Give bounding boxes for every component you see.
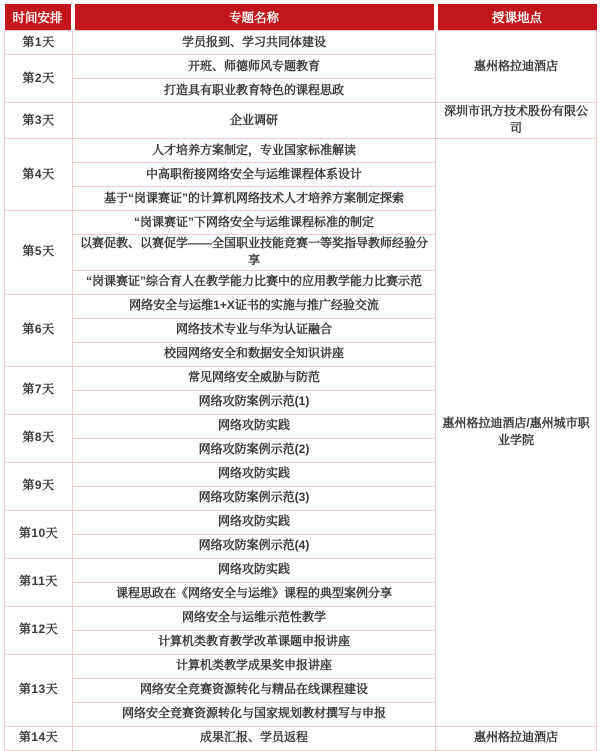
header-row (5, 4, 597, 31)
location-cell: 惠州格拉迪酒店 (436, 31, 597, 103)
table-row (5, 103, 597, 139)
topic-cell: 中高职衔接网络安全与运维课程体系设计 (73, 162, 436, 186)
day-cell: 第10天 (5, 510, 73, 558)
topic-cell: 基于“岗课赛证”的计算机网络技术人才培养方案制定探索 (73, 186, 436, 210)
topic-cell: “岗课赛证”下网络安全与运维课程标准的制定 (73, 210, 436, 234)
header-time-column: 时间安排 (5, 4, 73, 31)
topic-cell: 网络攻防案例示范(3) (73, 486, 436, 510)
day-cell: 第7天 (5, 366, 73, 414)
schedule-table-body (5, 31, 597, 751)
day-cell: 第5天 (5, 210, 73, 294)
day-cell: 第13天 (5, 654, 73, 726)
topic-cell: 计算机类教学成果奖申报讲座 (73, 654, 436, 678)
topic-cell: 网络攻防实践 (73, 414, 436, 438)
topic-cell: 网络攻防案例示范(1) (73, 390, 436, 414)
day-cell: 第14天 (5, 726, 73, 750)
topic-cell: 网络攻防案例示范(4) (73, 534, 436, 558)
topic-cell: 打造具有职业教育特色的课程思政 (73, 79, 436, 103)
topic-cell: 成果汇报、学员返程 (73, 726, 436, 750)
topic-cell: 企业调研 (73, 103, 436, 139)
topic-cell: 网络安全竞赛资源转化与精品在线课程建设 (73, 678, 436, 702)
day-cell: 第2天 (5, 55, 73, 103)
topic-cell: 学员报到、学习共同体建设 (73, 31, 436, 55)
header-location-column: 授课地点 (436, 4, 597, 31)
topic-cell: 以赛促教、以赛促学——全国职业技能竞赛一等奖指导教师经验分享 (73, 234, 436, 270)
location-cell: 惠州格拉迪酒店/惠州城市职业学院 (436, 138, 597, 726)
topic-cell: 网络攻防案例示范(2) (73, 438, 436, 462)
topic-cell: 计算机类教育教学改革课题申报讲座 (73, 630, 436, 654)
topic-cell: 网络攻防实践 (73, 462, 436, 486)
topic-cell: 网络攻防实践 (73, 510, 436, 534)
topic-cell: 网络技术专业与华为认证融合 (73, 318, 436, 342)
table-row (5, 726, 597, 750)
topic-cell: 校园网络安全和数据安全知识讲座 (73, 342, 436, 366)
day-cell: 第3天 (5, 103, 73, 139)
location-cell: 惠州格拉迪酒店 (436, 726, 597, 750)
day-cell: 第12天 (5, 606, 73, 654)
day-cell: 第1天 (5, 31, 73, 55)
topic-cell: 网络安全与运维1+X证书的实施与推广经验交流 (73, 294, 436, 318)
topic-cell: 人才培养方案制定，专业国家标准解读 (73, 138, 436, 162)
header-topic-column: 专题名称 (73, 4, 436, 31)
topic-cell: “岗课赛证”综合育人在教学能力比赛中的应用教学能力比赛示范 (73, 270, 436, 294)
day-cell: 第6天 (5, 294, 73, 366)
topic-cell: 网络安全竞赛资源转化与国家规划教材撰写与申报 (73, 702, 436, 726)
training-schedule-table (4, 4, 597, 751)
day-cell: 第4天 (5, 138, 73, 210)
schedule-table-header (5, 4, 597, 31)
day-cell: 第9天 (5, 462, 73, 510)
topic-cell: 常见网络安全威胁与防范 (73, 366, 436, 390)
topic-cell: 开班、师德师风专题教育 (73, 55, 436, 79)
topic-cell: 网络攻防实践 (73, 558, 436, 582)
topic-cell: 课程思政在《网络安全与运维》课程的典型案例分享 (73, 582, 436, 606)
table-row (5, 31, 597, 55)
day-cell: 第11天 (5, 558, 73, 606)
table-row (5, 138, 597, 162)
topic-cell: 网络安全与运维示范性教学 (73, 606, 436, 630)
day-cell: 第8天 (5, 414, 73, 462)
location-cell: 深圳市讯方技术股份有限公司 (436, 103, 597, 139)
